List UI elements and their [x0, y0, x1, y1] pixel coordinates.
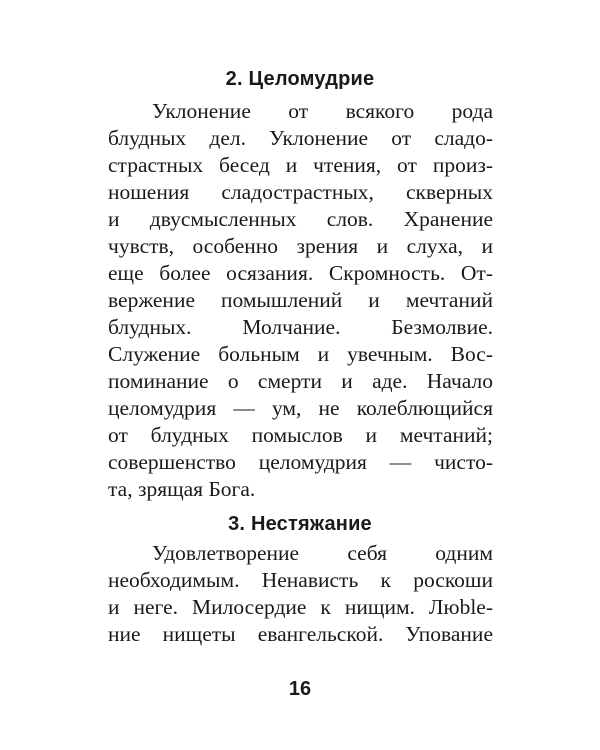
text-line: еще более осязания. Скромность. От-	[108, 261, 493, 285]
text-line: целомудрия — ум, не колеблющийся	[108, 396, 493, 420]
text-line: блудных дел. Уклонение от сладо-	[108, 126, 493, 150]
section-heading-non-possession: 3. Нестяжание	[228, 513, 372, 535]
text-line: вержение помышлений и мечтаний	[108, 288, 493, 312]
text-line: чувств, особенно зрения и слуха, и	[108, 234, 493, 258]
text-line: ние нищеты евангельской. Упование	[108, 622, 493, 646]
text-line: и неге. Милосердие к нищим. Люble-	[108, 595, 493, 619]
section-heading-chastity: 2. Целомудрие	[225, 68, 375, 90]
text-line: необходимым. Ненависть к роскоши	[108, 568, 493, 592]
text-line: страстных бесед и чтения, от произ-	[108, 153, 493, 177]
text-line: Служение больным и увечным. Вос-	[108, 342, 493, 366]
page-number: 16	[288, 678, 312, 700]
text-line: блудных. Молчание. Безмолвие.	[108, 315, 493, 339]
section-body-non-possession	[108, 540, 493, 648]
text-line: та, зрящая Бога.	[108, 477, 256, 501]
text-line: Удовлетворение себя одним	[152, 541, 493, 565]
text-line: совершенство целомудрия — чисто-	[108, 450, 493, 474]
text-line: от блудных помыслов и мечтаний;	[108, 423, 493, 447]
text-line: ношения сладострастных, скверных	[108, 180, 493, 204]
text-line: поминание о смерти и аде. Начало	[108, 369, 493, 393]
text-line: и двусмысленных слов. Хранение	[108, 207, 493, 231]
text-line: Уклонение от всякого рода	[152, 99, 493, 123]
section-body-chastity	[108, 98, 493, 503]
